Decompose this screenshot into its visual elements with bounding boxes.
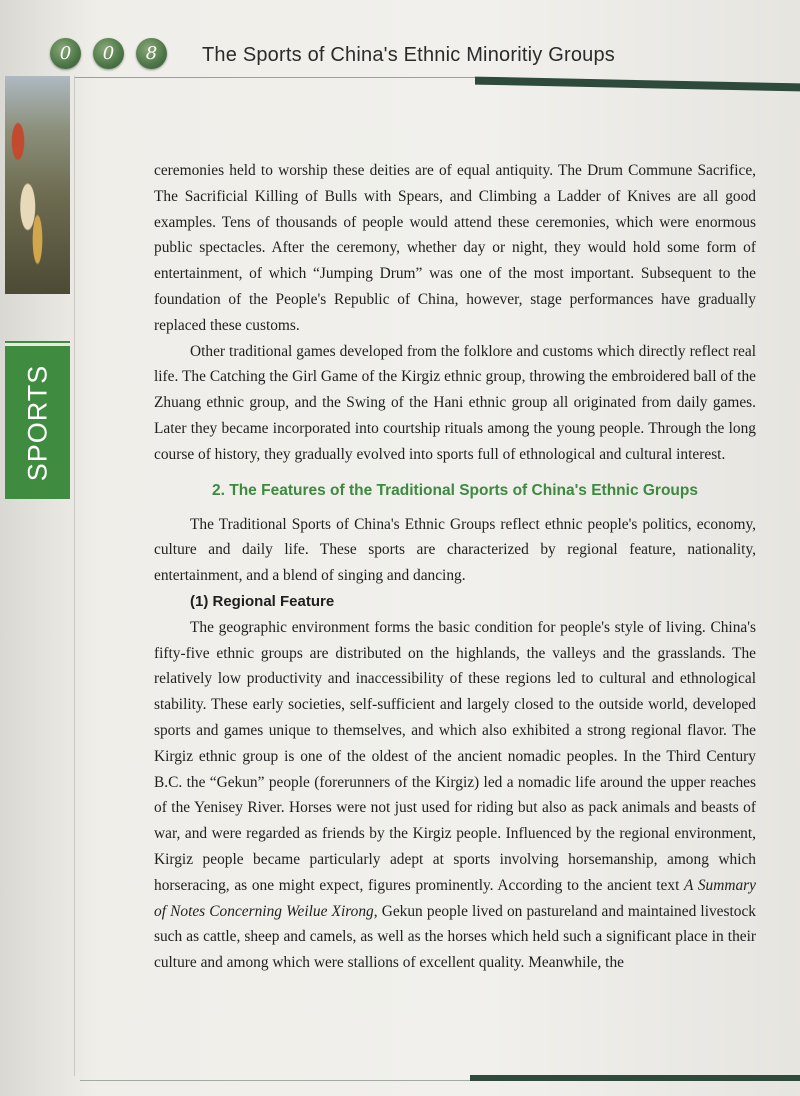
running-title: The Sports of China's Ethnic Minoritiy Groups [202,44,615,66]
paragraph-4 [154,615,756,976]
paragraph-2: Other traditional games developed from the folklore and customs which directly reflect real life. The Catching the Girl Game of the Kirgiz ethnic group, throwing the embroidered ball of the Zhuang ethnic group, and the Swing of the Hani ethnic group all originated from daily games. Later they became incorporated into courtship rituals among the young people. Through the long course of history, they gradually evolved into sports full of ethnological and cultural interest. [154,342,756,463]
body-text [154,158,756,976]
page-header [0,0,800,100]
paragraph-4-end: , Gekun people lived on pastureland and maintained livestock such as cattle, sheep and camels, as well as the horses which held such a significant place in their culture and among which were stallions of excellent quality. Meanwhile, the [154,902,756,972]
section-heading: 2. The Features of the Traditional Sports of China's Ethnic Groups [212,481,698,499]
paragraph-4-start: The geographic environment forms the basic condition for people's style of living. China's fifty-five ethnic groups are distributed on the highlands, the valleys and the grasslands. The relatively low productivity and inaccessibility of these regions led to cultural and ethnological stability. These early societies, self-sufficient and largely closed to the outside world, developed sports and games unique to themselves, and which also exhibited a strong regional flavor. The Kirgiz ethnic group is one of the oldest of the ancient nomadic peoples. In the Third Century B.C. the “Gekun” people (forerunners of the Kirgiz) led a nomadic life around the upper reaches of the Yenisey River. Horses were not just used for riding but also as pack animals and beasts of war, and were regarded as friends by the Kirgiz people. Influenced by the regional environment, Kirgiz people became particularly adept at sports involving horsemanship, among which horseracing, as one might expect, figures prominently. According to the ancient text [154,618,756,894]
margin-divider [74,76,75,1076]
page-number [50,38,167,69]
footer-rule-thin [80,1080,470,1081]
subsection-heading: (1) Regional Feature [190,592,335,610]
page-digit-3: 8 [136,38,167,69]
ethnic-dancer-photo [5,76,70,294]
header-rule-thin [75,77,475,78]
paragraph-3: The Traditional Sports of China's Ethnic Groups reflect ethnic people's politics, economy, culture and daily life. These sports are characterized by regional feature, nationality, entertainment, and a blend of singing and dancing. [154,515,756,585]
page-digit-2: 0 [93,38,124,69]
footer-rule-thick [470,1075,800,1081]
book-title: A Summary of Notes Concerning Weilue Xirong [154,876,756,920]
page-digit-1: 0 [50,38,81,69]
section-tab-label: SPORTS [22,364,52,481]
header-rule-thick [475,77,800,92]
paragraph-1: ceremonies held to worship these deities are of equal antiquity. The Drum Commune Sacrifice, The Sacrificial Killing of Bulls with Spears, and Climbing a Ladder of Knives are all good examples. Tens of thousands of people would attend these ceremonies, which were enormous public spectacles. After the ceremony, whether day or night, they would hold some form of entertainment, of which “Jumping Drum” was one of the most important. Subsequent to the foundation of the People's Republic of China, however, stage performances have gradually replaced these customs. [154,162,756,334]
section-tab [5,343,70,499]
